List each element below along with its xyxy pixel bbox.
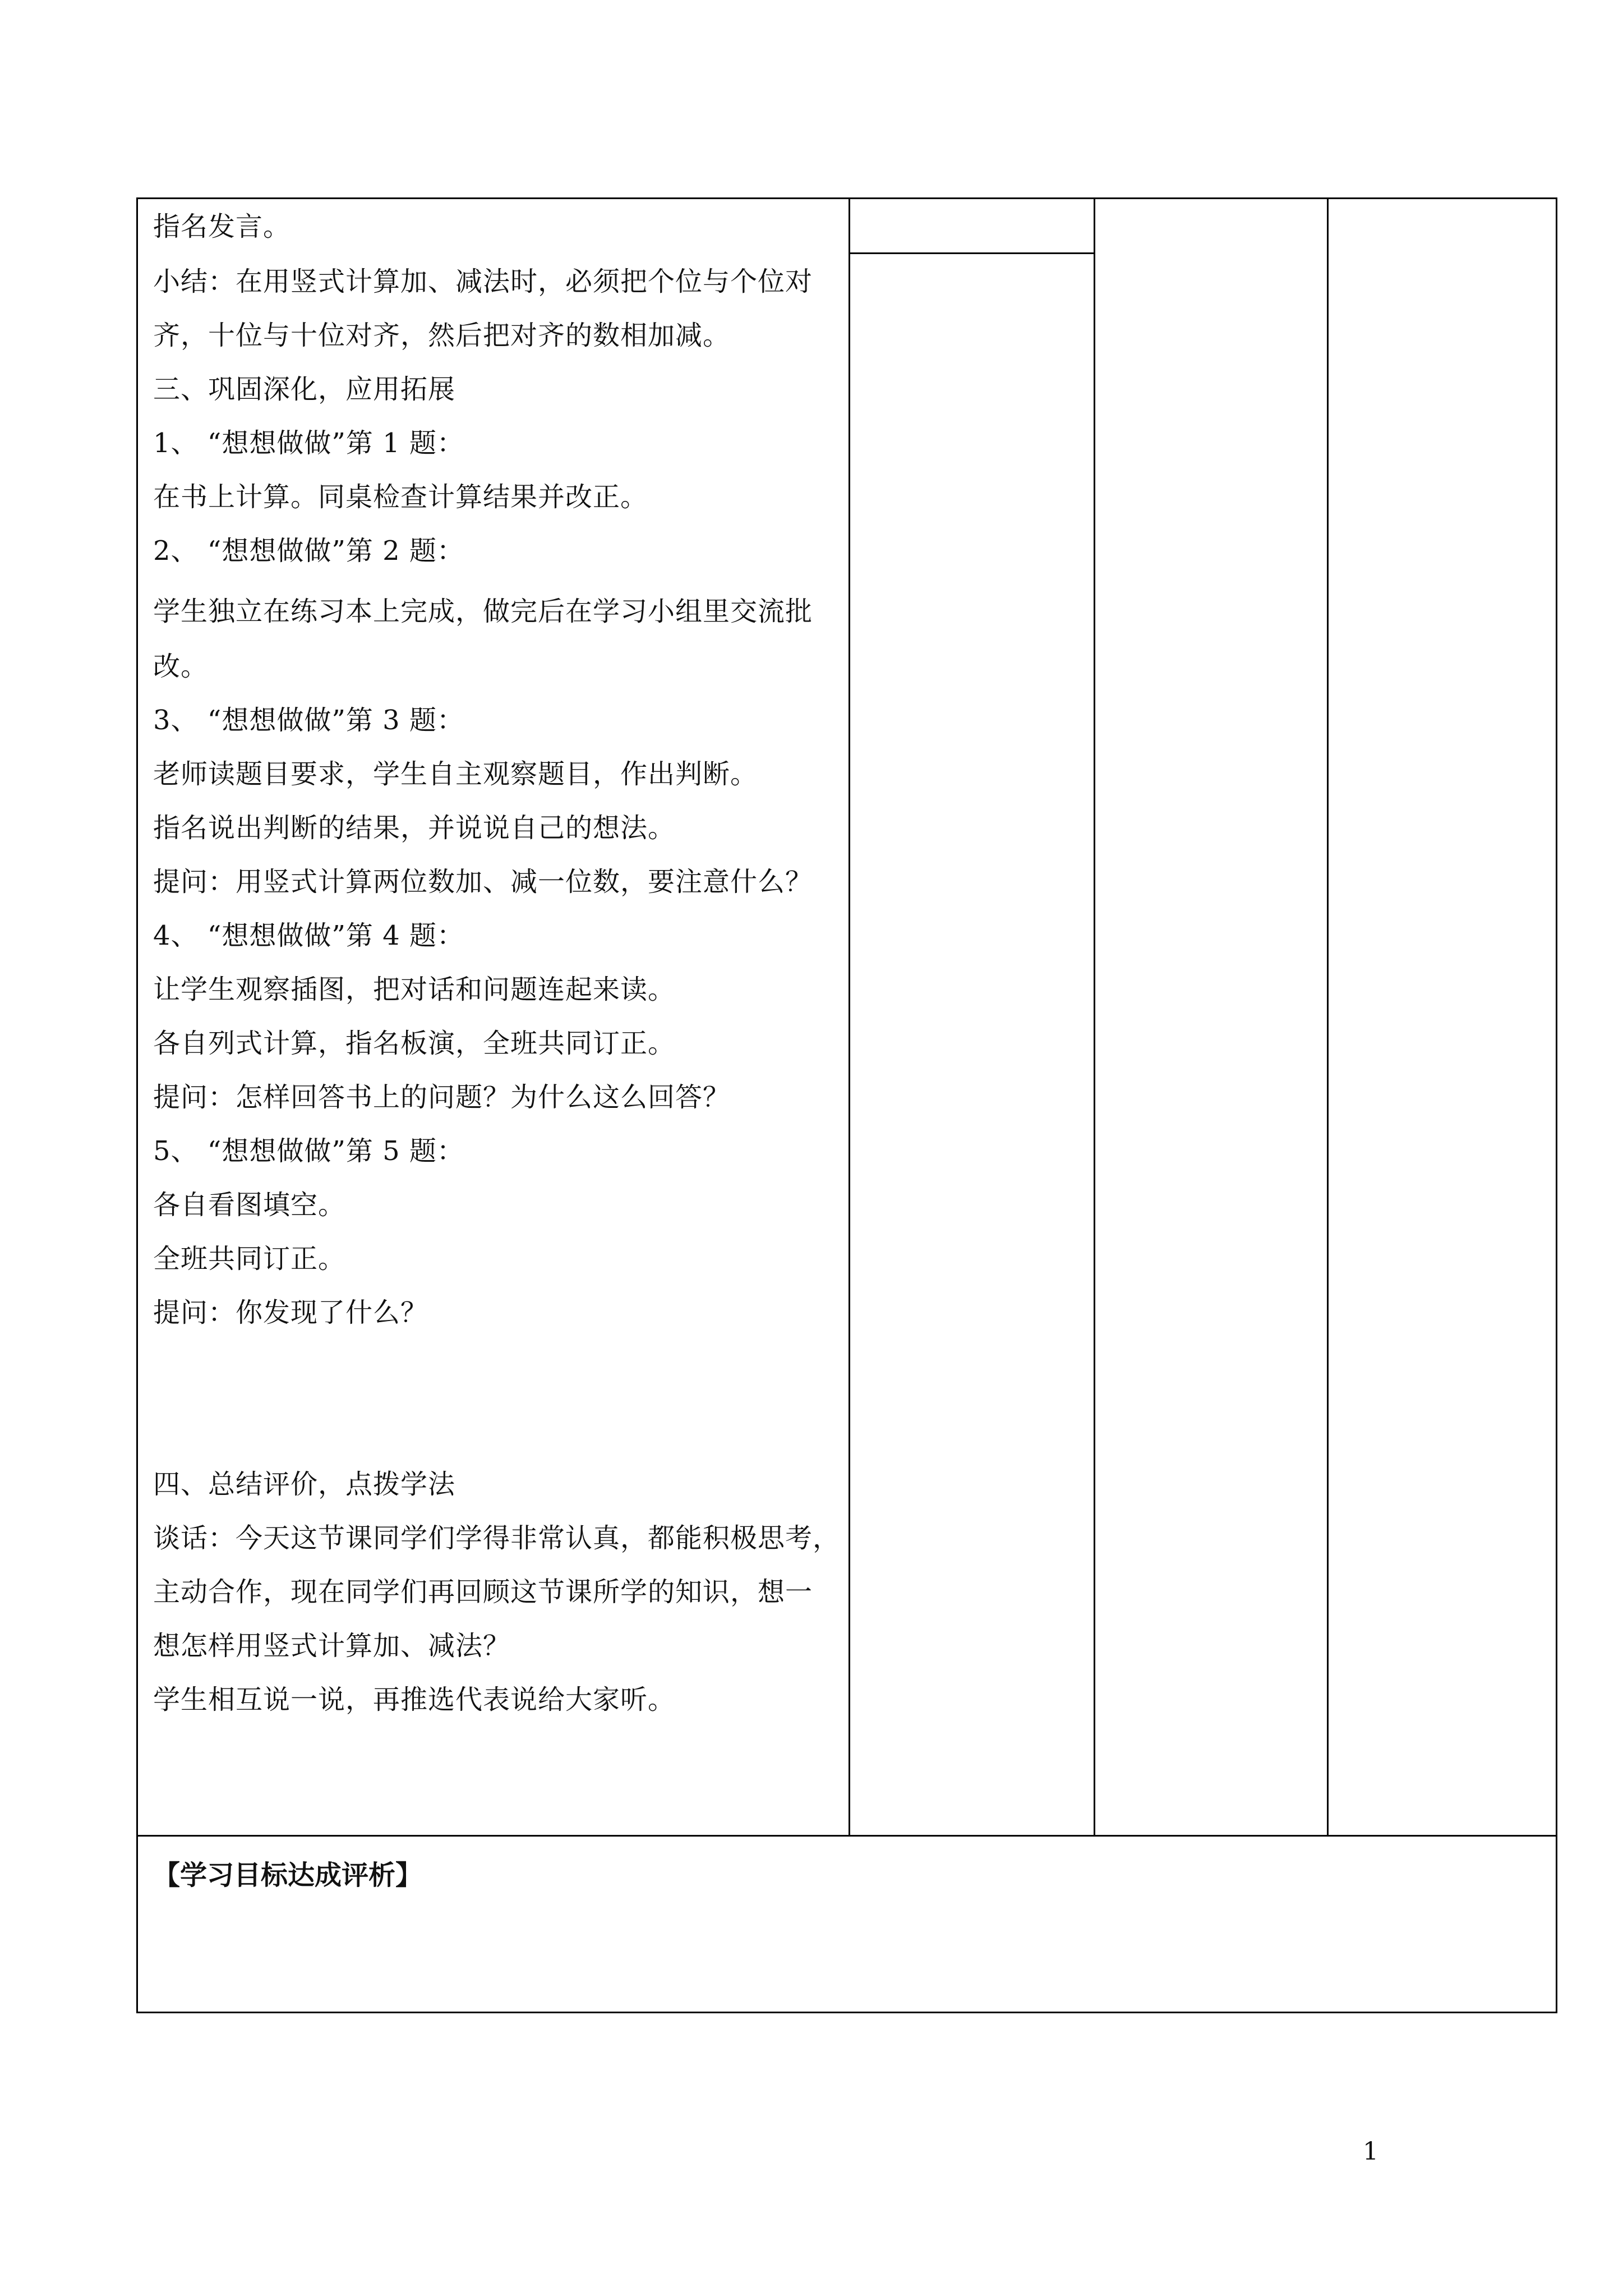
lesson-line: 指名说出判断的结果，并说说自己的想法。: [153, 812, 676, 844]
lesson-line: 各自看图填空。: [153, 1189, 346, 1221]
lesson-line: 提问：用竖式计算两位数加、减一位数，要注意什么？: [153, 866, 813, 898]
lesson-line: 小结：在用竖式计算加、减法时，必须把个位与个位对: [153, 266, 813, 297]
lesson-line: 1、 “想想做做”第 1 题：: [153, 427, 464, 459]
lesson-line: 5、 “想想做做”第 5 题：: [153, 1135, 464, 1167]
lesson-line: 齐，十位与十位对齐，然后把对齐的数相加减。: [153, 320, 731, 351]
lesson-line: 各自列式计算，指名板演，全班共同订正。: [153, 1028, 676, 1059]
lesson-line: 想怎样用竖式计算加、减法？: [153, 1630, 511, 1662]
lesson-line: 提问：怎样回答书上的问题？为什么这么回答？: [153, 1082, 731, 1113]
lesson-line: 主动合作，现在同学们再回顾这节课所学的知识，想一: [153, 1576, 813, 1608]
lesson-line: 在书上计算。同桌检查计算结果并改正。: [153, 481, 648, 513]
page-number: 1: [1363, 2137, 1378, 2166]
lesson-line: 提问：你发现了什么？: [153, 1297, 428, 1328]
table-bottom-border: [136, 2012, 1557, 2013]
table-row-divider-upper: [849, 252, 1094, 254]
lesson-line: 全班共同订正。: [153, 1243, 346, 1274]
lesson-line: 指名发言。: [153, 211, 291, 242]
table-right-border: [1556, 197, 1557, 2013]
section-heading: 三、巩固深化，应用拓展: [153, 374, 456, 405]
lesson-line: 学生独立在练习本上完成，做完后在学习小组里交流批: [153, 596, 813, 627]
evaluation-title: 【学习目标达成评析】: [153, 1860, 423, 1891]
lesson-line: 4、 “想想做做”第 4 题：: [153, 920, 464, 951]
lesson-line: 3、 “想想做做”第 3 题：: [153, 705, 464, 736]
table-section-divider: [136, 1835, 1557, 1837]
lesson-line: 老师读题目要求，学生自主观察题目，作出判断。: [153, 758, 758, 790]
lesson-line: 谈话：今天这节课同学们学得非常认真，都能积极思考，: [153, 1522, 841, 1554]
lesson-line: 学生相互说一说，再推选代表说给大家听。: [153, 1684, 676, 1715]
section-heading: 四、总结评价，点拨学法: [153, 1469, 456, 1500]
table-col-divider-1: [849, 197, 850, 1837]
table-top-border: [136, 197, 1557, 199]
lesson-line: 2、 “想想做做”第 2 题：: [153, 535, 464, 567]
table-col-divider-2: [1094, 197, 1095, 1837]
lesson-line: 让学生观察插图，把对话和问题连起来读。: [153, 974, 676, 1005]
table-col-divider-3: [1327, 197, 1329, 1837]
lesson-line: 改。: [153, 651, 209, 682]
table-left-border: [136, 197, 138, 2013]
